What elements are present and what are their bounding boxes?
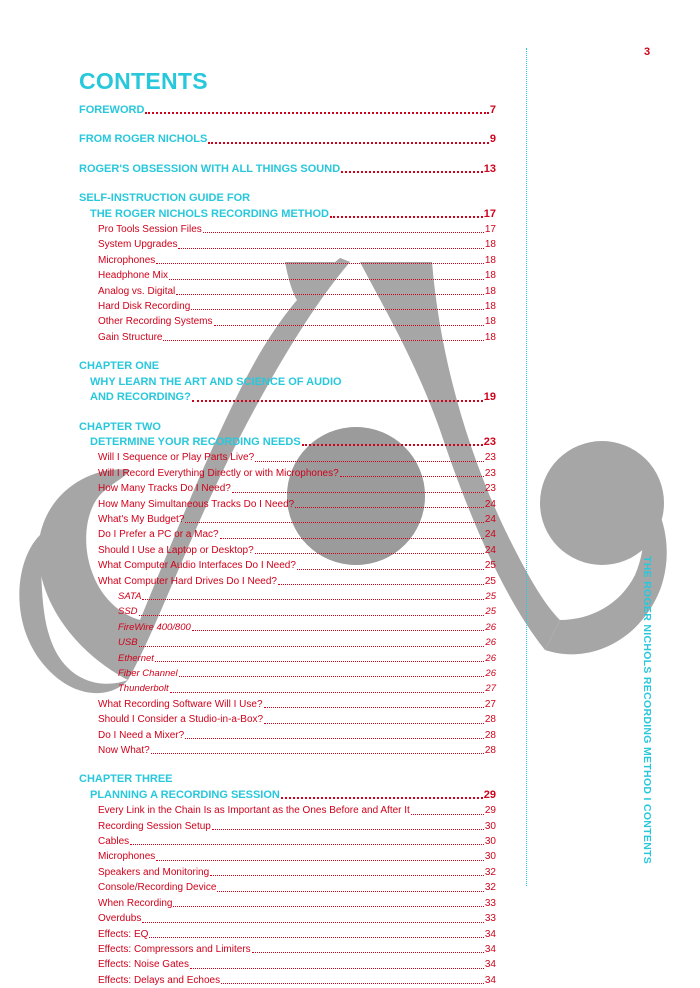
toc-entry[interactable] [79,314,496,329]
toc-heading: CHAPTER TWO [79,420,161,433]
dot-leader [278,584,484,585]
side-running-title [641,556,659,886]
toc-entry[interactable] [79,957,496,972]
toc-main-entry[interactable] [79,788,496,803]
dot-leader [139,646,485,647]
toc-page-number: 18 [484,316,496,328]
toc-entry-title: Effects: Delays and Echoes [98,974,221,986]
toc-entry-title: Microphones [98,851,156,863]
toc-page-number: 30 [484,820,496,832]
toc-page-number: 27 [484,698,496,710]
toc-entry-title: Cables [98,836,130,848]
dot-leader [149,937,483,938]
dot-leader [156,263,484,264]
toc-entry-title: SATA [118,590,142,602]
toc-entry-title: Effects: EQ [98,928,149,940]
toc-page-number: 17 [484,224,496,236]
toc-subentry[interactable] [79,681,496,696]
dot-leader [302,444,483,446]
dot-leader [255,461,484,462]
toc-page-number: 23 [484,452,496,464]
toc-page-number: 23 [484,467,496,479]
toc-page-number: 30 [484,836,496,848]
toc-entry-title: What Computer Audio Interfaces Do I Need? [98,560,296,572]
toc-entry-title: Will I Record Everything Directly or with Microphones? [98,467,339,479]
dot-leader [252,952,484,953]
toc-section [79,103,496,118]
toc-entry[interactable] [79,466,496,481]
toc-page-number: 34 [484,974,496,986]
dot-leader [281,797,483,799]
toc-heading: CHAPTER ONE [79,360,160,373]
dot-leader [212,829,484,830]
dot-leader [264,707,484,708]
toc-entry[interactable] [79,865,496,880]
dot-leader [191,309,484,310]
toc-page-number: 25 [484,560,496,572]
toc-entry-title: Pro Tools Session Files [98,224,202,236]
toc-entry[interactable] [79,574,496,589]
toc-entry[interactable] [79,927,496,942]
toc-page-number: 19 [483,391,496,404]
toc-entry[interactable] [79,253,496,268]
toc-section [79,359,496,405]
toc-entry[interactable] [79,481,496,496]
toc-entry-title: Headphone Mix [98,270,169,282]
toc-section [79,132,496,147]
dot-leader [170,692,485,693]
toc-main-title: ROGER'S OBSESSION WITH ALL THINGS SOUND [79,162,341,175]
toc-entry-title: How Many Tracks Do I Need? [98,483,231,495]
toc-entry-title: Do I Need a Mixer? [98,729,185,741]
toc-entry[interactable] [79,880,496,895]
dot-leader [142,922,484,923]
dot-leader [203,232,484,233]
toc-main-entry[interactable] [79,390,496,405]
toc-page-number: 23 [484,483,496,495]
toc-page-number: 24 [484,544,496,556]
toc-page-number: 18 [484,301,496,313]
toc-entry[interactable] [79,558,496,573]
toc-page-number: 26 [485,621,496,633]
toc-page-number: 28 [484,714,496,726]
dot-leader [145,112,488,114]
toc-entry-title: Hard Disk Recording [98,301,191,313]
dot-leader [178,248,483,249]
margin-divider [526,48,527,886]
toc-entry-title: Fiber Channel [118,668,178,679]
toc-heading: SELF-INSTRUCTION GUIDE FOR [79,192,251,205]
toc-entry[interactable] [79,819,496,834]
dot-leader [217,891,483,892]
toc-main-title: FROM ROGER NICHOLS [79,133,208,146]
toc-page-number: 23 [483,435,496,448]
toc-entry[interactable] [79,268,496,283]
dot-leader [341,171,483,173]
dot-leader [185,522,483,523]
toc-page-number: 26 [485,637,496,649]
toc-entry[interactable] [79,527,496,542]
dot-leader [255,553,484,554]
toc-entry-title: When Recording [98,897,173,909]
toc-main-title: THE ROGER NICHOLS RECORDING METHOD [90,207,329,220]
dot-leader [156,860,484,861]
toc-page-number: 32 [484,866,496,878]
dot-leader [214,325,484,326]
toc-entry[interactable] [79,299,496,314]
dot-leader [163,340,483,341]
page-number: 3 [644,46,651,58]
toc-page-number: 28 [484,745,496,757]
dot-leader [173,906,483,907]
toc-entry-title: Should I Use a Laptop or Desktop? [98,544,254,556]
toc-entry[interactable] [79,512,496,527]
toc-subentry[interactable] [79,635,496,650]
toc-entry[interactable] [79,450,496,465]
toc-entry-title: SSD [118,606,138,618]
toc-entry-title: How Many Simultaneous Tracks Do I Need? [98,498,295,510]
dot-leader [208,142,489,144]
dot-leader [142,599,484,600]
toc-subentry[interactable] [79,604,496,619]
toc-subentry[interactable] [79,651,496,666]
toc-main-title: FOREWORD [79,104,145,116]
dot-leader [192,630,485,631]
toc-page-number: 34 [484,959,496,971]
toc-main-title: AND RECORDING? [90,391,191,404]
toc-entry[interactable] [79,712,496,727]
toc-page-number: 27 [485,683,496,695]
toc-main-entry[interactable] [79,162,496,177]
toc-entry[interactable] [79,330,496,345]
toc-entry-title: Will I Sequence or Play Parts Live? [98,452,255,464]
dot-leader [340,476,484,477]
dot-leader [185,738,484,739]
toc-entry-title: What Computer Hard Drives Do I Need? [98,575,277,587]
toc-section [79,420,496,759]
toc-entry-title: USB [118,637,138,649]
toc-entry[interactable] [79,697,496,712]
toc-entry-title: FireWire 400/800 [118,621,191,633]
toc-entry-title: Console/Recording Device [98,882,217,894]
toc-page-number: 25 [484,575,496,587]
dot-leader [411,814,484,815]
toc-entry-title: Speakers and Monitoring [98,866,210,878]
toc-page-number: 18 [484,270,496,282]
toc-entry-title: What's My Budget? [98,513,185,525]
toc-entry[interactable] [79,849,496,864]
dot-leader [155,661,485,662]
toc-entry-title: Now What? [98,745,150,757]
toc-main-entry[interactable] [79,132,496,147]
toc-page-number: 25 [485,590,496,602]
toc-entry-title: Ethernet [118,652,154,664]
toc-subentry[interactable] [79,666,496,681]
dot-leader [297,569,484,570]
toc-section [79,191,496,345]
toc-entry-title: Should I Consider a Studio-in-a-Box? [98,714,264,726]
toc-entry-title: Microphones [98,254,156,266]
toc-entry[interactable] [79,743,496,758]
toc-entry-title: Every Link in the Chain Is as Important as the Ones Before and After It [98,805,410,817]
toc-entry[interactable] [79,728,496,743]
toc-page-number: 34 [484,943,496,955]
toc-entry-title: Thunderbolt [118,683,169,695]
toc-page-number: 29 [484,805,496,817]
toc-page-number: 24 [484,529,496,541]
toc-entry[interactable] [79,973,496,988]
toc-page-number: 24 [484,498,496,510]
toc-entry-title: Gain Structure [98,331,163,343]
toc-page-number: 28 [484,729,496,741]
toc-page-number: 17 [483,207,496,220]
page-title: CONTENTS [79,68,208,94]
dot-leader [192,400,483,402]
dot-leader [169,279,484,280]
toc-page-number: 7 [489,104,496,116]
dot-leader [179,676,485,677]
dot-leader [176,294,484,295]
dot-leader [295,507,484,508]
toc-page-number: 32 [484,882,496,894]
toc-entry-title: Analog vs. Digital [98,285,176,297]
dot-leader [151,753,484,754]
toc-subentry[interactable] [79,589,496,604]
toc-entry-title: Effects: Compressors and Limiters [98,943,251,955]
toc-page-number: 18 [484,239,496,251]
toc-entry-title: What Recording Software Will I Use? [98,698,263,710]
toc-page-number: 24 [484,513,496,525]
toc-subentry[interactable] [79,620,496,635]
toc-main-entry[interactable] [79,207,496,222]
toc-heading: CHAPTER THREE [79,773,173,786]
toc-page-number: 13 [483,162,496,175]
side-running-title-text: THE ROGER NICHOLS RECORDING METHOD I CONTENTS [641,556,653,865]
dot-leader [221,983,484,984]
toc-entry[interactable] [79,911,496,926]
toc-heading: WHY LEARN THE ART AND SCIENCE OF AUDIO [90,375,342,388]
toc-page-number: 30 [484,851,496,863]
toc-entry[interactable] [79,803,496,818]
toc-page-number: 18 [484,254,496,266]
toc-page-number: 18 [484,285,496,297]
toc-entry[interactable] [79,284,496,299]
table-of-contents [79,103,496,988]
dot-leader [139,615,485,616]
toc-page-number: 29 [483,788,496,801]
toc-section [79,162,496,177]
toc-entry-title: Effects: Noise Gates [98,959,189,971]
toc-entry[interactable] [79,497,496,512]
toc-page-number: 26 [485,652,496,664]
toc-section [79,772,496,988]
dot-leader [190,968,484,969]
dot-leader [232,492,484,493]
toc-entry[interactable] [79,834,496,849]
dot-leader [220,538,484,539]
watermark-right-dot [540,441,664,565]
toc-entry-title: Overdubs [98,913,142,925]
dot-leader [264,723,484,724]
toc-page-number: 26 [485,668,496,679]
toc-entry-title: System Upgrades [98,239,178,251]
dot-leader [210,875,484,876]
toc-page-number: 33 [484,913,496,925]
toc-page-number: 9 [489,133,496,146]
toc-page-number: 25 [485,606,496,618]
toc-entry[interactable] [79,896,496,911]
toc-entry[interactable] [79,942,496,957]
toc-main-title: PLANNING A RECORDING SESSION [90,788,280,801]
toc-entry-title: Other Recording Systems [98,316,213,328]
toc-main-entry[interactable] [79,435,496,450]
dot-leader [130,844,484,845]
toc-entry[interactable] [79,543,496,558]
toc-page-number: 33 [484,897,496,909]
toc-entry-title: Do I Prefer a PC or a Mac? [98,529,219,541]
toc-page-number: 34 [484,928,496,940]
toc-page-number: 18 [484,331,496,343]
toc-main-title: DETERMINE YOUR RECORDING NEEDS [90,435,301,448]
toc-entry-title: Recording Session Setup [98,820,211,832]
dot-leader [330,216,483,218]
toc-main-entry[interactable] [79,103,496,118]
toc-entry[interactable] [79,222,496,237]
toc-entry[interactable] [79,237,496,252]
